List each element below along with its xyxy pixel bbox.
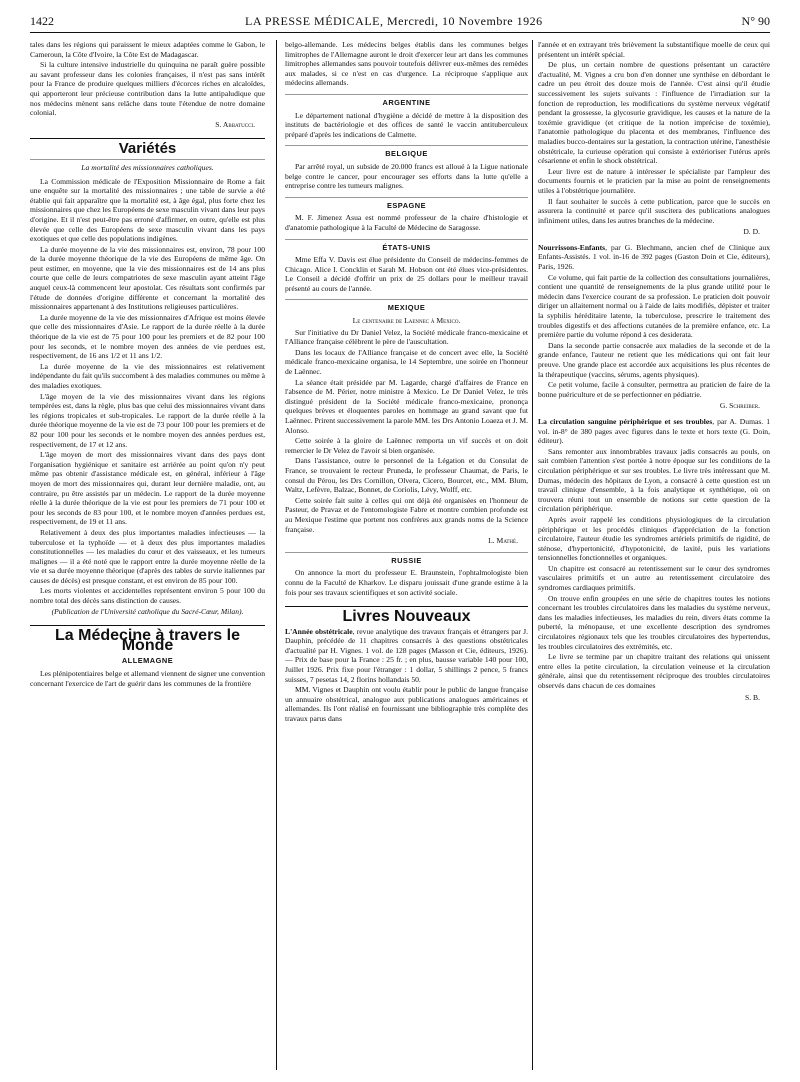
paragraph: Dans l'assistance, outre le personnel de la Légation et du Consulat de France, se trouvaient le recteur Pruneda, le professeur Chaumat, de Paris, le consul du Pérou, les Drs Cornillon, Olvera, Cicero, Bourcet, etc., MM. Blum, Waltz, Lefèvre, Balzac, Bonnet, de Coriolis, Lévy, Wolff, etc. (285, 456, 528, 495)
paragraph: Sur l'initiative du Dr Daniel Velez, la Société médicale franco-mexicaine et l'Alliance française célèbrent le père de l'auscultation. (285, 327, 528, 347)
book-review-lead (538, 243, 770, 272)
author-signature: L. Mathé. (488, 536, 518, 546)
column-1 (30, 40, 265, 689)
paragraph: Cette soirée à la gloire de Laënnec remporta un vif succès et on doit remercier le Dr Velez de l'avoir si bien organisée. (285, 436, 528, 455)
paragraph: La Commission médicale de l'Exposition Missionnaire de Rome a fait une enquête sur la mortalité des missionnaires ; une table de survie a été établie qui fait apparaître que la mortalité est, à âge égal, plus forte chez les missionnaires que chez les Européens de sexe masculin vivant dans leur pays d'origine. Et il n'est peut-être pas erroné d'affirmer, en outre, qu'elle est plus élevée que celle des Européens de sexe masculin vivant dans les pays exotiques et que celle des populations indigènes. (30, 176, 265, 244)
paragraph: L'âge moyen de la vie des missionnaires vivant dans les régions tempérées est, dans la règle, plus bas que celui des missionnaires vivant dans les régions tropicales et sub-tropicales. Le rapport de la durée réelle à la durée théorique moyenne de la vie est de 73 pour 100 pour les premiers et de 82 pour 100 pour les seconds et le nombre moyen des années perdues est, respectivement, de 17 et 12 ans. (30, 391, 265, 449)
paragraph: Après avoir rappelé les conditions physiologiques de la circulation périphérique et les procédés cliniques d'appréciation de la fonction circulatoire, l'auteur étudie les syndromes artériels primitifs de rigidité, de sténose, d'hypertonicité, d'hypotonicité, de laxité, puis les variations tensionnelles fonctionnelles et organiques. (538, 514, 770, 563)
column-3 (538, 40, 770, 702)
paragraph: Ce petit volume, facile à consulter, permettra au praticien de faire de la bonne puériculture et de se perfectionner en pédiatrie. (538, 380, 770, 399)
page-header (30, 12, 770, 33)
paragraph: Dans les locaux de l'Alliance française et de concert avec elle, la Société médicale franco-mexicaine organisa, le 14 Septembre, une soirée en l'honneur de Laënnec. (285, 347, 528, 377)
page-number: 1422 (30, 14, 54, 28)
paragraph: La durée moyenne de la vie des missionnaires est relativement indépendante du fait qu'ils succombent à des maladies communes ou même à des maladies exotiques. (30, 361, 265, 390)
paragraph: Les morts violentes et accidentelles représentent environ 5 pour 100 du nombre total des décès sans distinction de causes. (30, 586, 265, 606)
paragraph: Leur livre est de nature à intéresser le spécialiste par l'ampleur des documents fournis et le praticien par la mise au point de renseignements utiles à l'obstétrique journalière. (538, 166, 770, 195)
book-details: , par G. Blechmann, ancien chef de Clinique aux Enfants-Assistés. 1 vol. in-16 de 392 pages (Gaston Doin et Cie, éditeurs), Paris, 1926. (538, 242, 770, 272)
paragraph: Les plénipotentiaires belge et allemand viennent de signer une convention concernant l'exercice de l'art de guérir dans les communes de la frontière (30, 669, 265, 688)
running-title: LA PRESSE MÉDICALE, Mercredi, 10 Novembre 1926 (245, 14, 543, 28)
book-title: La circulation sanguine périphérique et ses troubles (538, 416, 713, 426)
article-subtitle: Le centenaire de Laennec à Mexico. (352, 316, 461, 326)
paragraph: Relativement à deux des plus importantes maladies infectieuses — la tuberculose et la typhoïde — et à deux des plus importantes maladies constitutionnelles — les maladies du cœur et des vaisseaux, et les tumeurs malignes — il a été noté que le rapport entre la durée moyenne réelle de la vie et sa durée moyenne théorique (d'après des tables de survie italiennes par causes de décès) est presque constant, et est environ de 85 pour 100. (30, 527, 265, 585)
paragraph: MM. Vignes et Dauphin ont voulu établir pour le public de langue française un annuaire obstétrical, analogue aux publications analogues américaines et allemandes. Ils l'ont réalisé en fournissant une bibliographie très complète des travaux parus dans (285, 685, 528, 724)
paragraph: De plus, un certain nombre de questions présentant un caractère d'actualité, M. Vignes a cru bon d'en donner une synthèse en débordant le cadre un peu étroit des douze mois de l'année. C'est ainsi qu'il étudie successivement les sujets suivants : l'influence de l'irradiation sur la fonction de reproduction, les modifications du système nerveux végétatif pendant la grossesse, la glycosurie gravidique, les causes et la nature de la toxémie gravidique (et critique de la notion imprécise de toxémie), l'anatomie pathologique du placenta et des membranes, l'influence des maladies bucco-dentaires sur la gestation, la contraction utérine, l'anesthésie obstétricale, la curieuse opération qui consiste à extérioriser l'utérus après césarienne et enfin le shock obstétrical. (538, 60, 770, 166)
book-title: Nourrissons-Enfants (538, 242, 606, 252)
country-heading: RUSSIE (285, 552, 528, 566)
author-signature: S. B. (745, 692, 760, 702)
book-details: , par A. Dumas. 1 vol. in-8° de 380 pages avec figures dans le texte et hors texte (G. Doin, éditeur). (538, 416, 770, 446)
country-heading: MEXIQUE (285, 299, 528, 313)
column-rule-2 (532, 40, 533, 1070)
section-title-livres: Livres Nouveaux (285, 606, 528, 622)
author-signature: G. Schreiber. (719, 401, 760, 411)
paragraph: On annonce la mort du professeur E. Braunstein, l'ophtalmologiste bien connu de la Faculté de Kharkov. Le disparu jouissait d'une grande estime à la fois pour ses travaux scientifiques et son activité sociale. (285, 568, 528, 597)
section-title-monde: La Médecine à travers le Monde (30, 625, 265, 650)
author-signature: S. Abbatucci. (215, 119, 255, 129)
paragraph: tales dans les régions qui paraissent le mieux adaptées comme le Gabon, le Cameroun, la Côte d'Ivoire, la Côte Est de Madagascar. (30, 40, 265, 59)
paragraph: La durée moyenne de la vie des missionnaires d'Afrique est moins élevée que celle des missionnaires d'Asie. Le rapport de la durée réelle à la durée théorique de la vie est de 75 pour 100 pour les premiers et de 82 pour 100 pour les seconds, et le nombre moyen des années de vie perdues est, respectivement, de 16 ans 1/2 et 11 ans 1/2. (30, 312, 265, 361)
paragraph: Le département national d'hygiène a décidé de mettre à la disposition des instituts de bactériologie et des offices de santé le vaccin antituberculeux préparé d'après les indications de Calmette. (285, 110, 528, 139)
paragraph: M. F. Jimenez Asua est nommé professeur de la chaire d'histologie et d'anatomie pathologique à la Faculté de Médecine de Saragosse. (285, 213, 528, 232)
paragraph: La séance était présidée par M. Lagarde, chargé d'affaires de France en l'absence de M. Périer, notre ministre à Mexico. Le Dr Daniel Velez, le très distingué président de la Société médicale franco-mexicaine, prononça quelques brèves et éloquentes paroles en hommage au grand savant que fut Laënnec. Prirent successivement la parole MM. les Drs Antonio Loaeza et J. M. Alonso. (285, 377, 528, 435)
paragraph: belgo-allemande. Les médecins belges établis dans les communes belges limitrophes de l'Allemagne auront le droit d'exercer leur art dans les communes limitrophes allemandes sans pouvoir toutefois délivrer eux-mêmes des remèdes aux malades, si ce n'est en cas d'urgence. La réciproque s'applique aux médecins allemands. (285, 40, 528, 88)
paragraph: Par arrêté royal, un subside de 20.000 francs est alloué à la Ligue nationale belge contre le cancer, pour encourager ses efforts dans la lutte qu'elle a entreprise contre les tumeurs malignes. (285, 161, 528, 191)
paragraph: Ce volume, qui fait partie de la collection des consultations journalières, contient une quantité de renseignements de la plus grande utilité pour le médecin dans l'exercice courant de sa profession. Le praticien doit pouvoir diriger un allaitement normal ou à l'aide de laits modifiés, dépister et traiter la syphilis héréditaire latente, la tuberculose, prescrire le traitement des troubles digestifs et des affections cutanées de la première enfance, etc. La première partie du volume répond à ces desiderata. (538, 272, 770, 340)
paragraph: Cette soirée fait suite à celles qui ont déjà été organisées en l'honneur de Pasteur, de Pravaz et de l'entomologiste Fabre et montre combien profonde est au Mexique l'estime que portent nos confrères aux grands noms de la Science française. (285, 495, 528, 534)
country-heading: ARGENTINE (285, 94, 528, 108)
paragraph: Le livre se termine par un chapitre traitant des relations qui unissent entre elles la petite circulation, la circulation veineuse et la circulation générale, ainsi que du retentissement réciproque des troubles circulatoires observés dans chacun de ces domaines (538, 652, 770, 690)
paragraph: Il faut souhaiter le succès à cette publication, parce que le succès en assurera la continuité et parce qu'il suscitera des publications analogues infiniment utiles, dans les autres branches de la médecine. (538, 196, 770, 225)
citation: (Publication de l'Université catholique du Sacré-Cœur, Milan). (51, 606, 244, 616)
paragraph: On trouve enfin groupées en une série de chapitres toutes les notions concernant les troubles circulatoires dans les maladies du système nerveux, dans les maladies infectieuses, les maladies du rein, divers états comme la puberté, la ménopause, et une excellente description des syndromes circulatoires régionaux tels que les troubles circulatoires des hypertendus, les troubles circulatoires des extrémités, etc. (538, 593, 770, 651)
paragraph: La durée moyenne de la vie des missionnaires est, environ, 78 pour 100 de la durée moyenne théorique de la vie des Européens de même âge. On peut estimer, en moyenne, que la vie des missionnaires est de 14 ans plus courte que celle de leurs compatriotes de sexe masculin ayant atteint l'âge auquel ceux-là commencent leur apostolat. Ces résultats sont confirmés par l'étude de données d'origine différente et concernant la mortalité des missionnaires appartenant à des Institutions religieuses particulières. (30, 244, 265, 312)
paragraph: L'âge moyen de mort des missionnaires vivant dans des pays dont l'organisation hygiénique et sanitaire est arriérée au point qu'on n'y peut même pas obtenir d'assistance médicale est, en général, inférieur à l'âge moyen de mort des missionnaires qui, durant leur dernière maladie, ont, au contraire, pu être assistés par un médecin. Le rapport de la durée moyenne réelle à la durée théorique de la vie est pour les premiers de 71 pour 100 et pour les seconds de 83 pour 100, et le nombre moyen d'années perdues est, respectivement, de 19 et 11 ans. (30, 450, 265, 527)
author-signature: D. D. (743, 227, 760, 237)
column-rule-1 (276, 40, 277, 1070)
book-review-lead (285, 627, 528, 685)
country-heading: ESPAGNE (285, 197, 528, 211)
section-title-varietes: Variétés (30, 138, 265, 154)
country-heading: BELGIQUE (285, 145, 528, 159)
paragraph: Dans la seconde partie consacrée aux maladies de la seconde et de la grande enfance, l'auteur ne retient que les médications qui ont fait leur preuve. Une grande place est accordée aux acquisitions les plus récentes de la thérapeutique (vaccins, sérums, agents physiques). (538, 340, 770, 379)
column-2 (285, 40, 528, 725)
issue-number: N° 90 (741, 14, 770, 28)
article-subtitle: La mortalité des missionnaires catholiques. (30, 159, 265, 173)
book-details: , revue analytique des travaux français et étrangers par J. Dauphin, précédée de 11 chapitres consacrés à des questions obstétricales d'actualité par H. Vignes. 1 vol. de 128 pages (Masson et Cie, éditeurs, 1926). — Prix de base pour la France : 25 fr. ; en plus, bausse variable 140 pour 100, Juillet 1926. Prix fixe pour l'étranger : 1 dollar, 5 shillings 2 pence, 5 francs suisses, 7 pesetas 14, 2 florins hollandais 50. (285, 626, 528, 684)
book-review-lead (538, 417, 770, 446)
paragraph: Si la culture intensive industrielle du quinquina ne paraît guère possible au savant professeur dans les colonies françaises, il n'est pas sans intérêt pour la France de produire quelques milliers d'écorces riches en alcaloïdes, qui apporteront leur précieuse contribution dans la lutte antipaludique que nos médecins mènent sans relâche dans toute l'étendue de notre domaine colonial. (30, 60, 265, 118)
paragraph: Un chapitre est consacré au retentissement sur le cœur des syndromes vasculaires primitifs et un autre au retentissement circulatoire des syndromes cardiaques primitifs. (538, 563, 770, 593)
country-heading: ÉTATS-UNIS (285, 239, 528, 253)
paragraph: Mme Effa V. Davis est élue présidente du Conseil de médecins-femmes de Chicago. Alice I. Concklin et Sarah M. Hobson ont été élues vice-présidentes. Le Conseil a décidé d'offrir un prix de 25 dollars pour le meilleur travail présenté au cours de l'année. (285, 255, 528, 293)
paragraph: l'année et en extrayant très brièvement la substantifique moelle de ceux qui présentent un intérêt spécial. (538, 40, 770, 59)
book-title: L'Année obstétricale (285, 626, 353, 636)
country-heading: ALLEMAGNE (121, 656, 174, 666)
paragraph: Sans remonter aux innombrables travaux jadis consacrés au pouls, on sait combien l'attention s'est portée à notre époque sur les conditions de la circulation périphérique et sur ses troubles. Le livre très intéressant que M. Dumas, médecin des hôpitaux de Lyon, a consacré à cette question est un travail clinique d'ensemble, à la fois analytique et synthétique, où on trouvera réuni tout un ensemble de notions sur cette question de la circulation périphérique. (538, 446, 770, 514)
